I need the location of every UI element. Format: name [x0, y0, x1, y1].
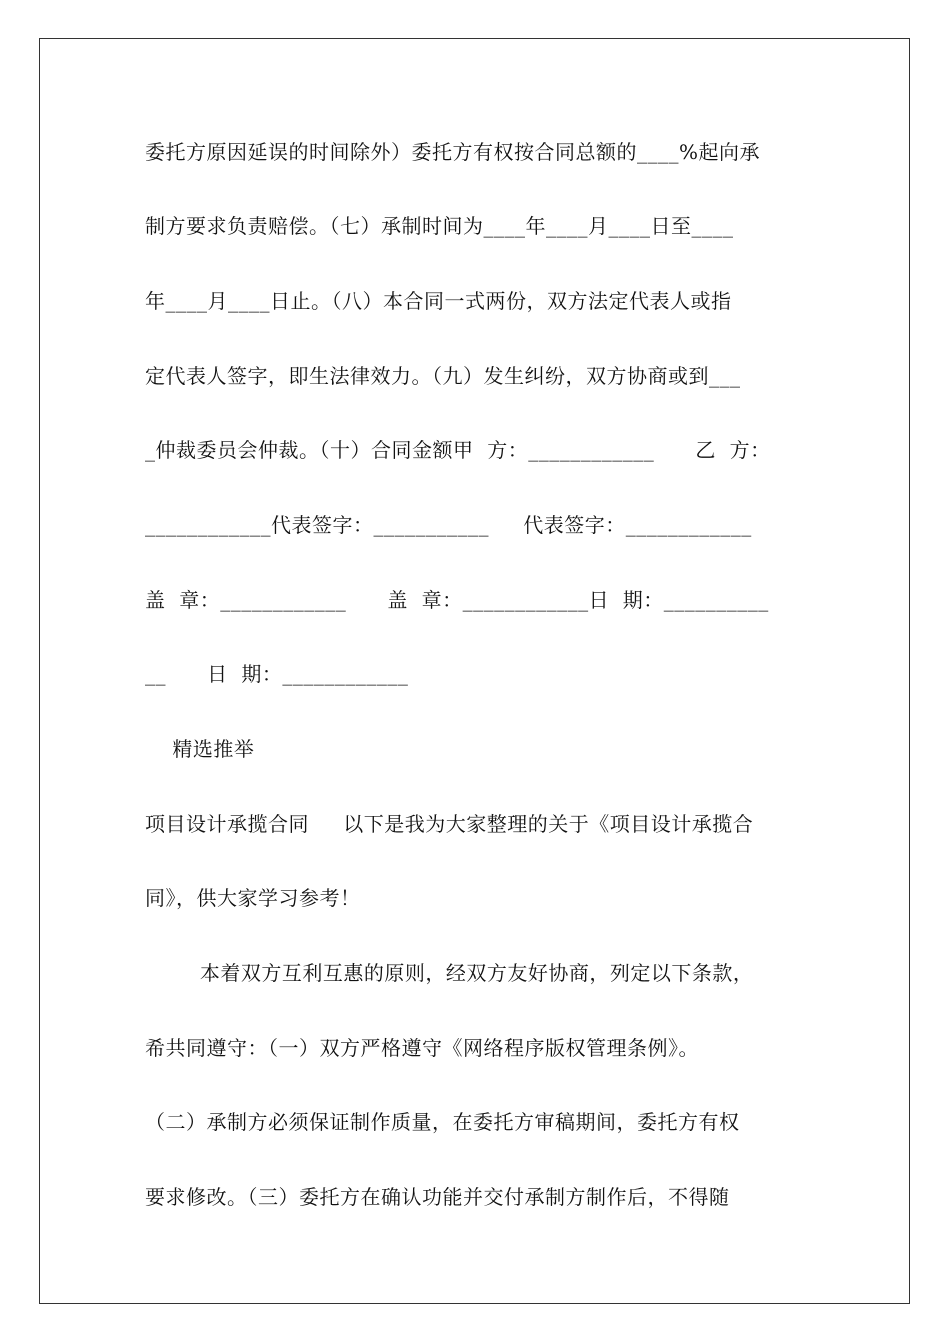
text-line: 本着双方互利互惠的原则，经双方友好协商，列定以下条款， — [145, 961, 754, 985]
text-line: __ 日 期：____________ — [145, 662, 409, 686]
text-line: 定代表人签字，即生法律效力。（九）发生纠纷，双方协商或到___ — [145, 364, 741, 388]
text-line: 要求修改。（三）委托方在确认功能并交付承制方制作后，不得随 — [145, 1185, 730, 1209]
text-line: 委托方原因延误的时间除外）委托方有权按合同总额的____%起向承 — [145, 140, 761, 164]
text-line: 盖 章：____________ 盖 章：____________日 期：__________ — [145, 588, 769, 612]
text-line: 同》，供大家学习参考！ — [145, 886, 361, 910]
text-line: （二）承制方必须保证制作质量，在委托方审稿期间，委托方有权 — [145, 1110, 740, 1134]
text-line: _仲裁委员会仲裁。（十）合同金额甲 方：____________ 乙 方： — [145, 438, 771, 462]
text-line: 制方要求负责赔偿。（七）承制时间为____年____月____日至____ — [145, 214, 734, 238]
text-line: 希共同遵守：（一）双方严格遵守《网络程序版权管理条例》。 — [145, 1036, 699, 1060]
text-line: 年____月____日止。（八）本合同一式两份，双方法定代表人或指 — [145, 289, 732, 313]
section-heading: 精选推举 — [145, 737, 255, 761]
text-line: 项目设计承揽合同 以下是我为大家整理的关于《项目设计承揽合 — [145, 812, 754, 836]
text-line: ____________代表签字：___________ 代表签字：____________ — [145, 513, 752, 537]
